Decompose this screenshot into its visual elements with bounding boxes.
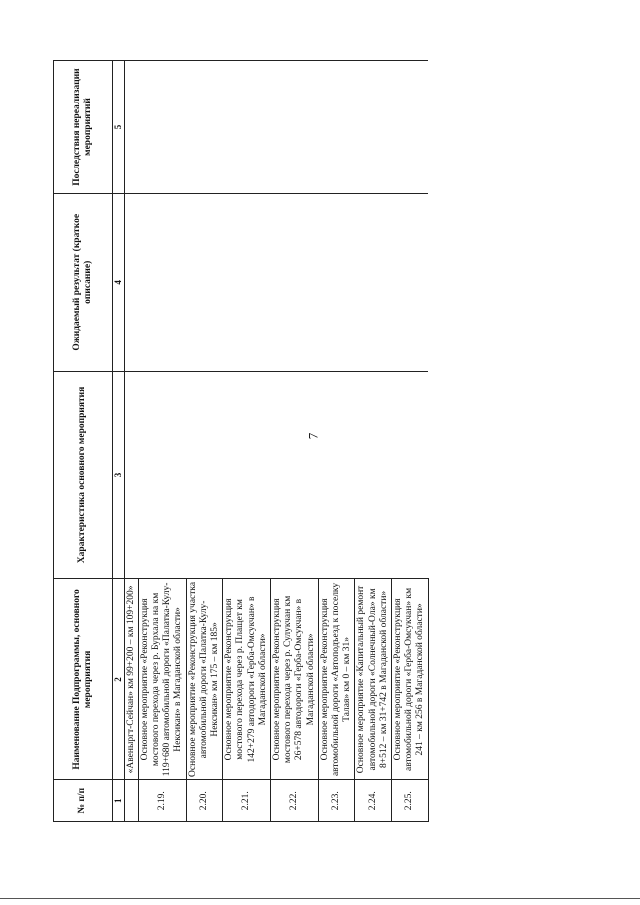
row-number: 2.19.	[138, 780, 186, 822]
column-number: 1	[113, 780, 125, 822]
table-header-row	[54, 61, 113, 822]
row-number: 2.20.	[186, 780, 223, 822]
header-number: № п/п	[54, 780, 113, 822]
header-expected-result: Ожидаемый результат (краткое описание)	[54, 194, 113, 371]
expected-result-cell	[124, 194, 428, 371]
row-number: 2.24.	[355, 780, 392, 822]
header-consequences: Последствия нереализации мероприятий	[54, 61, 113, 194]
column-number: 2	[113, 579, 125, 780]
header-characteristic: Характеристика основного мероприятия	[54, 371, 113, 579]
table-row	[124, 61, 138, 822]
row-number: 2.22.	[271, 780, 319, 822]
row-number: 2.25.	[392, 780, 429, 822]
characteristic-cell	[124, 371, 428, 579]
page-number: 7	[305, 432, 321, 440]
row-name: Основное мероприятие «Реконструкция автомобильной дороги «Герба-Омсукчан» км 241 – км 256 в Магаданской области»	[392, 579, 429, 780]
column-number: 5	[113, 61, 125, 194]
row-name: Основное мероприятие «Реконструкция мостового перехода через р. Сулукчан км 26+578 автодороги «Герба-Омсукчан» в Магаданской области»	[271, 579, 319, 780]
program-table	[53, 60, 429, 822]
row-name: Основное мероприятие «Капитальный ремонт автомобильной дороги «Солнечный-Ола» км 8+512 – км 31+742 в Магаданской области»	[355, 579, 392, 780]
column-number: 3	[113, 371, 125, 579]
page-bottom-rule	[0, 898, 640, 899]
consequences-cell	[124, 61, 428, 194]
row-name: «Авеныргт-Сейчан» км 99+200 – км 109+200»	[124, 579, 138, 780]
row-name: Основное мероприятие «Реконструкция участка автомобильной дороги «Палатка-Кулу-Нексикан» км 175 – км 185»	[186, 579, 223, 780]
header-name: Наименование Подпрограммы, основного мероприятия	[54, 579, 113, 780]
column-number-row	[113, 61, 125, 822]
row-name: Основное мероприятие «Реконструкция мостового перехода через р. Бурхала на км 119+680 автомобильной дороги «Палатка-Кулу-Нексикан» в Магаданской области»	[138, 579, 186, 780]
row-number: 2.21.	[223, 780, 271, 822]
program-table-container	[53, 60, 429, 822]
column-number: 4	[113, 194, 125, 371]
row-name: Основное мероприятие «Реконструкция автомобильной дороги «Автоподъезд к поселку Талая» км 0 – км 31»	[318, 579, 355, 780]
row-name: Основное мероприятие «Реконструкция мостового перехода через р. Плащет км 142+279 автодороги «Герба-Омсукчан» в Магаданской области»	[223, 579, 271, 780]
row-number: 2.23.	[318, 780, 355, 822]
